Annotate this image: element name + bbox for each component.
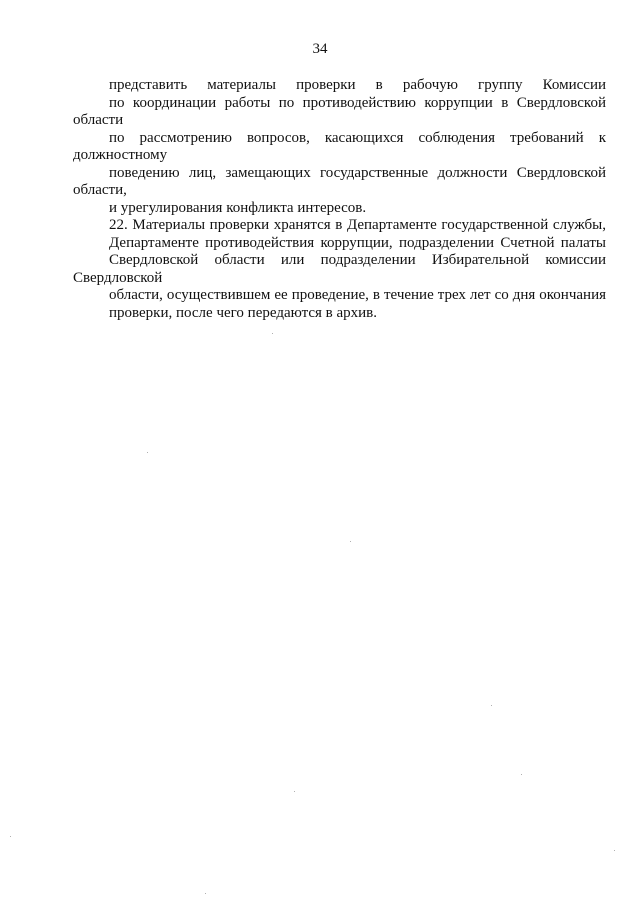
text-line: проверки, после чего передаются в архив. <box>109 304 378 321</box>
scan-speck <box>147 452 148 453</box>
text-line: Свердловской области или подразделении Избирательной комиссии Свердловской <box>73 252 606 286</box>
text-line: Департаменте противодействия коррупции, подразделении Счетной палаты <box>109 234 606 251</box>
paragraph-commission-referral <box>73 77 606 217</box>
page-number: 34 <box>312 41 328 57</box>
text-line: области, осуществившем ее проведение, в течение трех лет со дня окончания <box>109 287 606 303</box>
text-line: по рассмотрению вопросов, касающихся соблюдения требований к должностному <box>73 129 606 163</box>
scan-speck <box>521 774 522 775</box>
scan-speck <box>491 705 492 706</box>
scan-speck <box>294 791 295 792</box>
paragraph-22-storage <box>73 217 606 322</box>
body-text <box>73 77 606 322</box>
text-line: 22. Материалы проверки хранятся в Департаменте государственной службы, <box>109 217 606 233</box>
scan-speck <box>272 333 273 334</box>
scan-speck <box>205 893 206 894</box>
text-line: по координации работы по противодействию коррупции в Свердловской области <box>73 94 606 128</box>
scan-speck <box>614 850 615 851</box>
text-line: поведению лиц, замещающих государственные должности Свердловской области, <box>73 164 606 198</box>
scan-speck <box>10 836 11 837</box>
text-line: представить материалы проверки в рабочую группу Комиссии <box>109 77 606 93</box>
scan-speck <box>350 541 351 542</box>
text-line: и урегулирования конфликта интересов. <box>109 199 367 216</box>
